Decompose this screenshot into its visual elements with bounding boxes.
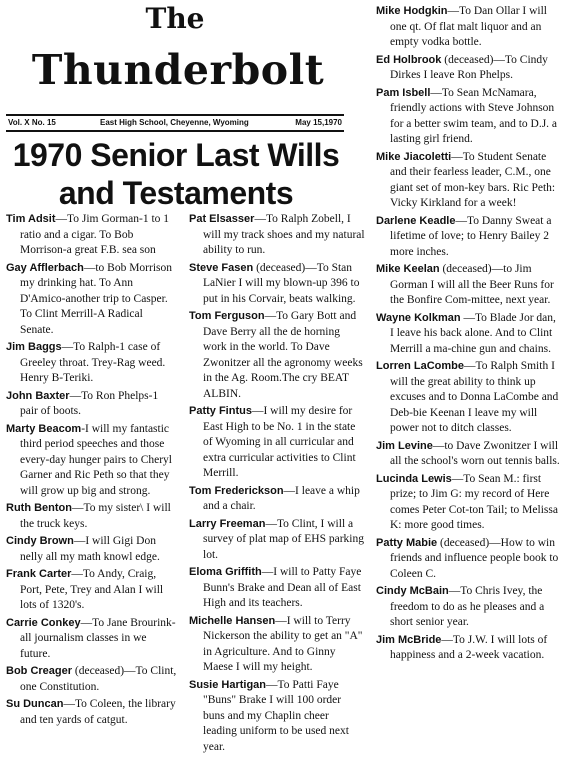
senior-name: Marty Beacom — [6, 422, 82, 435]
will-entry — [189, 614, 365, 676]
will-text: (deceased)—How to win friends and influence people book to Coleen C. — [390, 536, 559, 580]
will-text: —To Dan Ollar I will one qt. Of flat malt liquor and an empty vodka bottle. — [390, 5, 547, 48]
will-entry — [189, 404, 365, 482]
will-text: —To Ralph Smith I will the great ability to think up excuses and to Donna LaCombe and Deb-bie Keenan I leave my will power not to ditch classes. — [390, 360, 559, 434]
senior-name: Patty Mabie — [376, 536, 438, 549]
senior-name: John Baxter — [6, 389, 70, 402]
will-entry — [376, 472, 560, 534]
will-entry — [376, 439, 560, 470]
will-entry — [376, 4, 560, 51]
will-text: —I will to Terry Nickerson the ability to get an "A" in Agriculture. And to Ginny Maese I will my height. — [203, 614, 363, 673]
will-text: (deceased)—To Cindy Dirkes I leave Ron Phelps. — [390, 53, 548, 81]
will-entry — [189, 484, 365, 515]
will-entry — [189, 309, 365, 402]
will-text: —To Sean McNamara, friendly actions with Steve Johnson for a better swim team, and to D.J. a lasting girl friend. — [390, 86, 558, 145]
issue-school: East High School, Cheyenne, Wyoming — [100, 118, 249, 127]
will-text: —to Dave Zwonitzer I will all the school's worn out tennis balls. — [390, 439, 560, 467]
will-entry — [6, 616, 178, 663]
senior-name: Mike Keelan — [376, 263, 440, 275]
senior-name: Lorren LaCombe — [376, 360, 465, 372]
will-text: —To Chris Ivey, the freedom to do as he pleases and a short senior year. — [390, 585, 545, 628]
will-entry — [376, 536, 560, 583]
senior-name: Frank Carter — [6, 568, 72, 580]
will-text: —To Jim Gorman-1 to 1 ratio and a cigar. To Bob Morrison-a great F.B. sea son — [20, 213, 170, 256]
headline-line-1: 1970 Senior Last Wills — [12, 137, 340, 173]
will-entry — [376, 262, 560, 309]
senior-name: Ruth Benton — [6, 502, 72, 514]
senior-name: Tom Frederickson — [189, 484, 284, 497]
will-entry — [6, 697, 178, 728]
will-text: —I will Gigi Don nelly all my math knowl edge. — [20, 535, 160, 563]
will-entry — [376, 150, 560, 212]
senior-name: Larry Freeman — [189, 517, 266, 530]
will-text: —To Student Senate and their fearless leader, C.M., one giant set of mon-key bars. Ric Peth: Vicky Kirkland for a week! — [390, 150, 556, 209]
will-entry — [189, 517, 365, 564]
senior-name: Susie Hartigan — [189, 678, 267, 691]
senior-name: Jim Levine — [376, 439, 433, 452]
will-text: —To Andy, Craig, Port, Pete, Trey and Alan I will lots of 1320's. — [20, 568, 164, 611]
will-text: —I will my desire for East High to be No. 1 in the state of Wyoming in all curricular and extra curricular activities to Clint Merrill. — [203, 405, 356, 479]
column-middle — [189, 212, 365, 757]
senior-name: Bob Creager — [6, 665, 73, 677]
senior-name: Pam Isbell — [376, 86, 431, 99]
senior-name: Lucinda Lewis — [376, 472, 452, 485]
headline-line-2: and Testaments — [58, 175, 294, 211]
will-text: (deceased)—To Clint, one Constitution. — [20, 665, 177, 693]
will-entry — [6, 534, 178, 565]
column-right — [376, 4, 560, 666]
senior-name: Pat Elsasser — [189, 213, 255, 225]
senior-name: Eloma Griffith — [189, 566, 262, 578]
will-entry — [376, 311, 560, 358]
senior-name: Carrie Conkey — [6, 616, 81, 629]
will-text: —To Ralph-1 case of Greeley throat. Trey-Rag weed. Henry B-Teriki. — [20, 341, 166, 384]
senior-name: Steve Fasen — [189, 261, 254, 274]
senior-name: Jim McBride — [376, 633, 442, 646]
will-text: —To Gary Bott and Dave Berry all the de horning work in the world. To Dave Zwonitzer all the agronomy weeks in the Ag. Room.The cry BEAT ALBIN. — [203, 310, 363, 400]
will-text: —To Patti Faye "Buns" Brake I will 100 order buns and my Chaplin cheer leading uniform to be used next year. — [203, 678, 349, 753]
will-entry — [6, 501, 178, 532]
senior-name: Tom Ferguson — [189, 310, 265, 322]
will-entry — [6, 567, 178, 614]
masthead-the: The — [145, 2, 205, 35]
will-text: (deceased)—To Stan LaNier I will my blown-up 396 to put in his Corvair, beats walking. — [203, 261, 360, 305]
will-entry — [189, 678, 365, 756]
masthead-top-rule — [6, 114, 344, 116]
senior-name: Ed Holbrook — [376, 53, 442, 66]
senior-name: Michelle Hansen — [189, 614, 276, 627]
will-text: —To J.W. I will lots of happiness and a 2-week vacation. — [390, 633, 548, 661]
senior-name: Wayne Kolkman — [376, 311, 461, 324]
will-text: —To Ron Phelps-1 pair of boots. — [20, 389, 159, 417]
will-entry — [189, 212, 365, 259]
senior-name: Cindy McBain — [376, 585, 449, 597]
will-text: —To Clint, I will a survey of plat map of EHS parking lot. — [203, 517, 364, 561]
senior-name: Tim Adsit — [6, 213, 56, 225]
will-text: —To Sean M.: first prize; to Jim G: my record of Here comes Peter Cot-ton Tail; to Melissa K: more good times. — [390, 472, 558, 531]
will-text: —To Blade Jor dan, I leave his back alone. And to Clint Merrill a ma-chine gun and chains. — [390, 311, 556, 355]
senior-name: Cindy Brown — [6, 535, 74, 547]
will-entry — [6, 389, 178, 420]
will-entry — [376, 633, 560, 664]
will-entry — [189, 565, 365, 612]
issue-line — [6, 117, 344, 129]
will-text: —I leave a whip and a chair. — [203, 484, 360, 512]
will-entry — [376, 214, 560, 261]
will-entry — [376, 53, 560, 84]
masthead-bottom-rule — [6, 130, 344, 132]
will-entry — [189, 261, 365, 308]
will-entry — [6, 212, 178, 259]
will-text: -I will my fantastic third period speeches and those every-day hunger pairs to Cheryl Garner and Ric Peth so that they will grow up big and strong. — [20, 422, 173, 497]
will-entry — [6, 664, 178, 695]
senior-name: Mike Hodgkin — [376, 5, 448, 17]
senior-name: Mike Jiacoletti — [376, 150, 452, 163]
will-entry — [376, 359, 560, 437]
will-text: —to Bob Morrison my drinking hat. To Ann D'Amico-another trip to Casper. To Clint Merrill-A Radical Senate. — [20, 261, 173, 336]
masthead-title: Thunderbolt — [31, 46, 325, 94]
senior-name: Gay Afflerbach — [6, 261, 84, 274]
will-text: (deceased)—to Jim Gorman I will all the Beer Runs for the Bonfire Com-mittee, next year. — [390, 263, 554, 306]
issue-date: May 15,1970 — [295, 118, 342, 127]
will-text: —To Ralph Zobell, I will my track shoes and my natural ability to run. — [203, 213, 365, 256]
will-text: —To Jane Brourink-all journalism classes in we future. — [20, 616, 176, 660]
will-entry — [6, 422, 178, 500]
will-text: —To Coleen, the library and ten yards of catgut. — [20, 698, 176, 726]
will-text: —To my sister\ I will the truck keys. — [20, 502, 171, 530]
senior-name: Darlene Keadle — [376, 214, 456, 227]
senior-name: Patty Fintus — [189, 405, 252, 417]
column-left — [6, 212, 178, 730]
issue-volume: Vol. X No. 15 — [8, 118, 56, 127]
senior-name: Jim Baggs — [6, 341, 62, 353]
will-entry — [6, 340, 178, 387]
senior-name: Su Duncan — [6, 698, 64, 710]
will-entry — [6, 261, 178, 339]
will-entry — [376, 584, 560, 631]
will-text: —I will to Patty Faye Bunn's Brake and Dean all of East High and its teachers. — [203, 566, 362, 609]
will-text: —To Danny Sweat a lifetime of love; to Henry Bailey 2 more inches. — [390, 214, 552, 258]
will-entry — [376, 86, 560, 148]
